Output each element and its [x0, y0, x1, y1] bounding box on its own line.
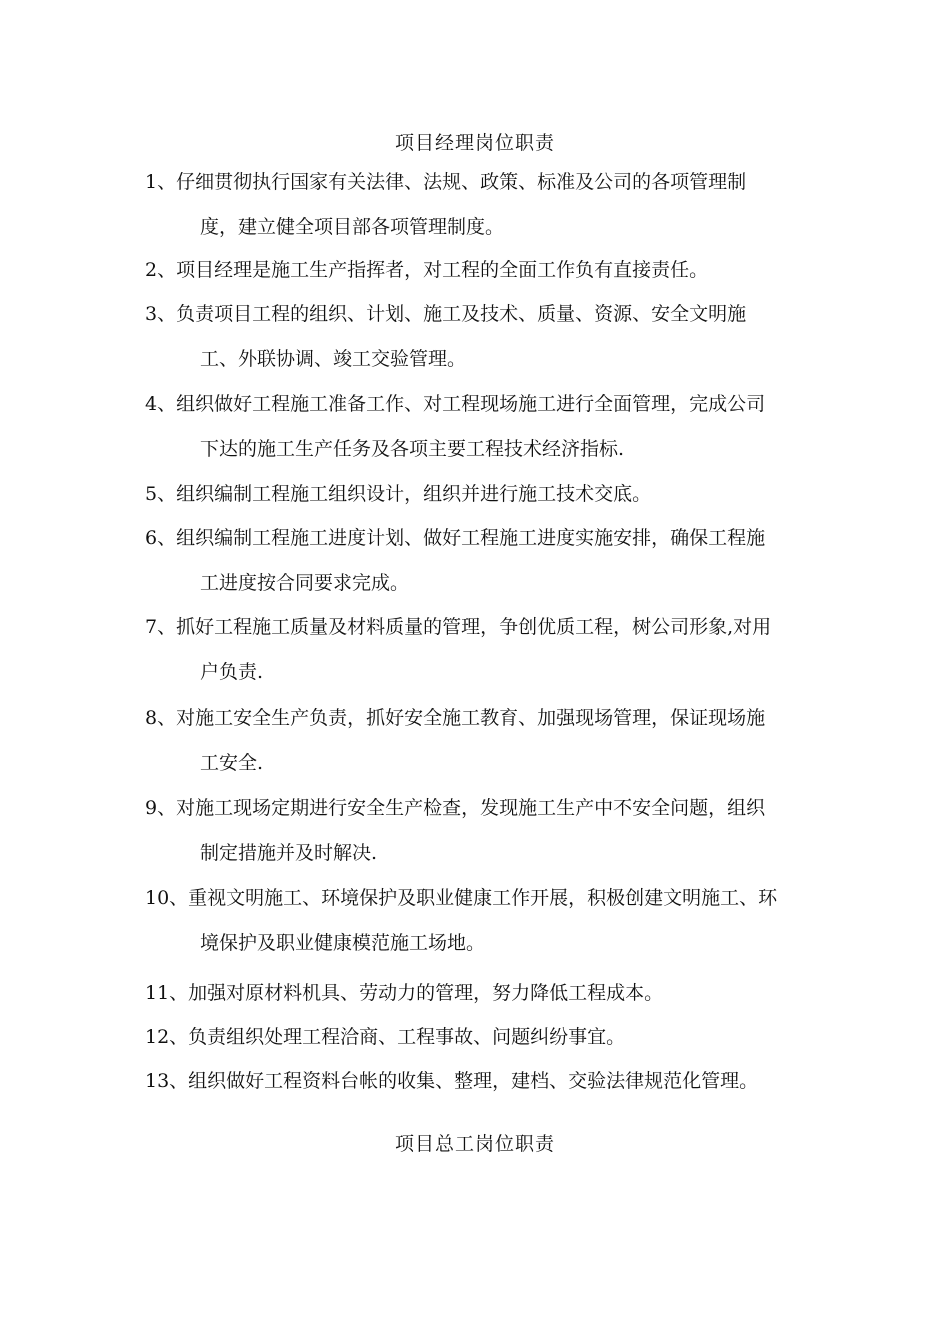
item-line: 7、抓好工程施工质量及材料质量的管理，争创优质工程，树公司形象,对用 — [145, 616, 772, 638]
item-line: 2、项目经理是施工生产指挥者，对工程的全面工作负有直接责任。 — [145, 259, 709, 281]
list-item — [145, 786, 820, 876]
item-line: 1、仔细贯彻执行国家有关法律、法规、政策、标准及公司的各项管理制 — [145, 171, 747, 193]
item-line-continued: 工、外联协调、竣工交验管理。 — [200, 348, 467, 370]
item-line: 13、组织做好工程资料台帐的收集、整理，建档、交验法律规范化管理。 — [145, 1070, 759, 1092]
list-item — [145, 876, 820, 966]
item-line: 9、对施工现场定期进行安全生产检查，发现施工生产中不安全问题，组织 — [145, 797, 766, 819]
item-line-continued: 境保护及职业健康模范施工场地。 — [200, 932, 486, 954]
item-line-continued: 度，建立健全项目部各项管理制度。 — [200, 216, 505, 238]
list-item — [145, 605, 820, 695]
list-item — [145, 292, 820, 382]
item-line: 12、负责组织处理工程洽商、工程事故、问题纠纷事宜。 — [145, 1026, 626, 1048]
item-line-continued: 户负责. — [200, 661, 264, 683]
item-line: 4、组织做好工程施工准备工作、对工程现场施工进行全面管理，完成公司 — [145, 393, 766, 415]
list-item — [145, 696, 820, 786]
item-line: 5、组织编制工程施工组织设计，组织并进行施工技术交底。 — [145, 483, 652, 505]
section-title: 项目总工岗位职责 — [394, 1133, 555, 1155]
list-item — [145, 160, 820, 250]
item-line: 10、重视文明施工、环境保护及职业健康工作开展，积极创建文明施工、环 — [145, 887, 778, 909]
list-item — [145, 1059, 820, 1104]
list-item — [145, 971, 820, 1016]
item-line-continued: 工安全. — [200, 752, 264, 774]
list-item — [145, 472, 820, 517]
item-line-continued: 制定措施并及时解决. — [200, 842, 378, 864]
list-item — [145, 248, 820, 293]
item-line-continued: 工进度按合同要求完成。 — [200, 572, 410, 594]
page-title: 项目经理岗位职责 — [394, 132, 555, 154]
item-line: 3、负责项目工程的组织、计划、施工及技术、质量、资源、安全文明施 — [145, 303, 747, 325]
item-line: 6、组织编制工程施工进度计划、做好工程施工进度实施安排，确保工程施 — [145, 527, 766, 549]
list-item — [145, 516, 820, 606]
item-line: 11、加强对原材料机具、劳动力的管理，努力降低工程成本。 — [145, 982, 664, 1004]
item-line: 8、对施工安全生产负责，抓好安全施工教育、加强现场管理，保证现场施 — [145, 707, 766, 729]
item-line-continued: 下达的施工生产任务及各项主要工程技术经济指标. — [200, 438, 625, 460]
list-item — [145, 382, 820, 472]
list-item — [145, 1015, 820, 1060]
